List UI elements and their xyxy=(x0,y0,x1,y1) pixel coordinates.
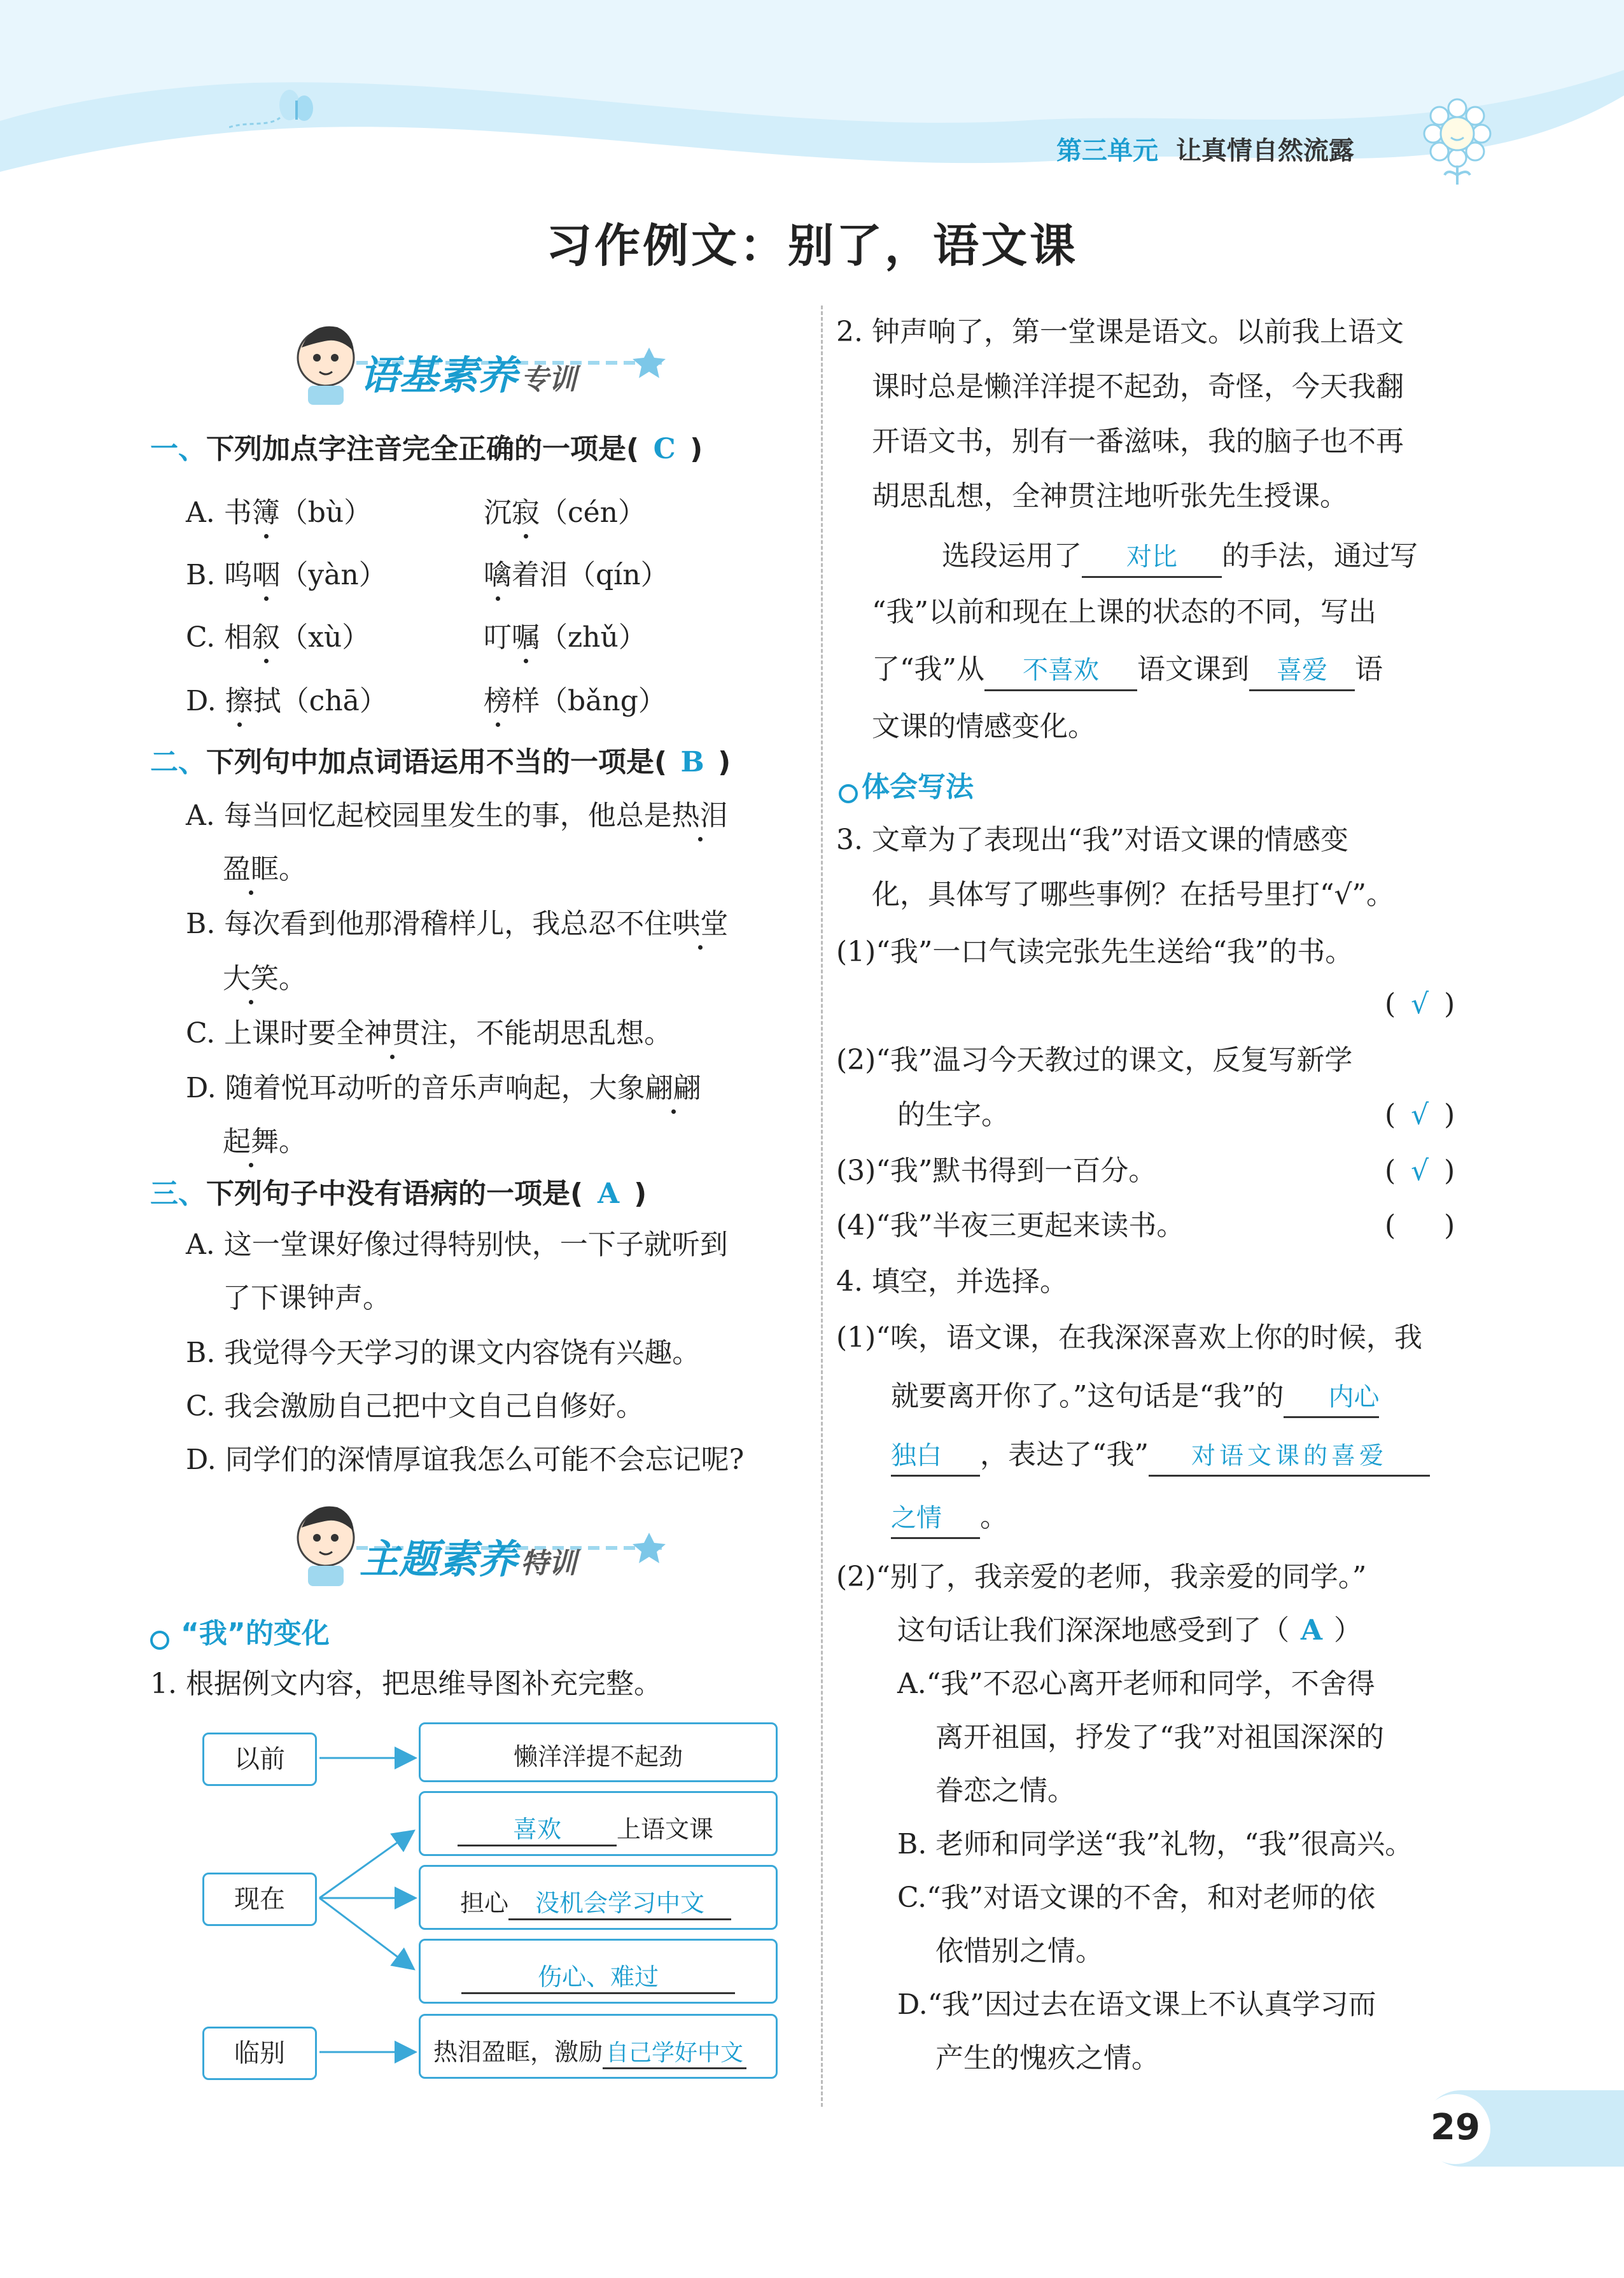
section-banner-theme xyxy=(286,1500,668,1589)
q4r-p1d: 。 xyxy=(980,1501,1008,1533)
topic-2-bullet-icon xyxy=(839,784,858,803)
question-1-text: 下列加点字注音完全正确的一项是( xyxy=(206,433,640,465)
q4r-option-b: B. 老师和同学送“我”礼物，“我”很高兴。 xyxy=(897,1828,1413,1860)
q1-c-post: （xù） xyxy=(280,621,370,654)
q1-a2-dot: 寂 xyxy=(512,494,540,532)
q2r-s3c: 语 xyxy=(1355,653,1383,686)
q4r-option-a-line3: 眷恋之情。 xyxy=(935,1775,1075,1807)
q1-d2-post: 样（bǎng） xyxy=(512,685,666,717)
sunflower-icon xyxy=(1419,95,1495,187)
banner-theme-sub: 特训 xyxy=(521,1547,577,1580)
question-3-answer: A xyxy=(598,1178,620,1210)
q3r-line2: 化，具体写了哪些事例？在括号里打“√”。 xyxy=(872,878,1395,911)
mindmap-before-box xyxy=(419,1722,778,1782)
q2r-line4: 胡思乱想，全神贯注地听张先生授课。 xyxy=(872,480,1348,512)
q1-c2-pre: 叮 xyxy=(484,621,512,654)
question-2 xyxy=(150,743,731,782)
q1-d2-dot: 榜 xyxy=(484,682,512,721)
mindmap-now2-prefix: 担心 xyxy=(460,1889,509,1917)
q2-b-dotted: 哄堂 xyxy=(672,905,728,943)
q2-b-text: B. 每次看到他那滑稽样儿，我总忍不住 xyxy=(186,908,673,940)
q4r-option-d-line2: 产生的愧疚之情。 xyxy=(935,2042,1159,2074)
q4r-p2-answer: A xyxy=(1300,1614,1323,1647)
q2-a-dotted2: 盈眶 xyxy=(223,850,279,889)
mindmap-now2-box xyxy=(419,1865,778,1930)
question-1 xyxy=(150,430,703,468)
topic-2 xyxy=(839,764,974,805)
q1-a2-pre: 沉 xyxy=(484,496,512,529)
q4r-option-a: A.“我”不忍心离开老师和同学，不舍得 xyxy=(897,1668,1375,1700)
mindmap-now2-answer: 没机会学习中文 xyxy=(508,1883,731,1920)
question-2-text: 下列句中加点词语运用不当的一项是( xyxy=(206,746,668,778)
mindmap-now1-answer: 喜欢 xyxy=(458,1810,617,1846)
q4r-p2-close: ） xyxy=(1334,1614,1362,1647)
q1-b2-dot: 噙 xyxy=(484,556,512,594)
q3r-line1: 3. 文章为了表现出“我”对语文课的情感变 xyxy=(836,824,1348,856)
q2-option-c xyxy=(186,1015,672,1053)
q3-option-b: B. 我觉得今天学习的课文内容饶有兴趣。 xyxy=(186,1337,701,1369)
q4r-p1-line1: (1)“唉，语文课，在我深深喜欢上你的时候，我 xyxy=(836,1321,1422,1354)
q1-option-a xyxy=(186,494,372,532)
banner-theme-main: 主题素养 xyxy=(360,1536,518,1582)
banner-basic-main: 语基素养 xyxy=(360,352,518,398)
q3r-item-2-mark: √ xyxy=(1411,1099,1429,1131)
q1-c-pre: C. 相 xyxy=(186,621,253,654)
q2-option-d-line2 xyxy=(223,1123,307,1161)
mindmap-arrows xyxy=(312,1719,426,2075)
q1-d-dot: 擦 xyxy=(225,682,253,721)
q4r-p1-line4 xyxy=(891,1498,1008,1539)
q2r-line3: 开语文书，别有一番滋味，我的脑子也不再 xyxy=(872,425,1404,458)
q2r-line1: 2. 钟声响了，第一堂课是语文。以前我上语文 xyxy=(836,316,1404,348)
q3r-item-2-bracket: ( √ ) xyxy=(1385,1096,1455,1134)
mindmap-now1-box xyxy=(419,1791,778,1856)
q2r-s3a: 了“我”从 xyxy=(872,653,984,686)
question-1-num: 一、 xyxy=(150,433,206,465)
q4r-answer2-part1: 对语文课的喜爱 xyxy=(1149,1437,1430,1477)
q2-c-dotted: 全神贯注 xyxy=(336,1015,448,1053)
mindmap-before-text: 懒洋洋提不起劲 xyxy=(513,1743,683,1771)
q1-option-b xyxy=(186,556,387,594)
page-number: 29 xyxy=(1431,2107,1480,2148)
q2-c-end: ，不能胡思乱想。 xyxy=(448,1017,673,1050)
q2-a-end: 。 xyxy=(279,853,307,885)
topic-2-label: 体会写法 xyxy=(862,771,974,803)
q2-b-dotted2: 大笑 xyxy=(223,960,279,998)
q2r-summary-3 xyxy=(872,650,1383,691)
q4r-p1-line2 xyxy=(891,1377,1379,1418)
q3r-item-4: (4)“我”半夜三更起来读书。 xyxy=(836,1209,1185,1242)
q1-a-dot: 簿 xyxy=(252,494,280,532)
q2r-s1-answer: 对比 xyxy=(1082,538,1222,578)
unit-label xyxy=(1056,130,1354,167)
mindmap-now1-suffix: 上语文课 xyxy=(617,1815,714,1843)
q1-option-d xyxy=(186,682,388,721)
unit-number: 第三单元 xyxy=(1056,136,1158,165)
q2r-s3b: 语文课到 xyxy=(1137,653,1249,686)
q2r-summary-4: 文课的情感变化。 xyxy=(872,710,1096,743)
question-3 xyxy=(150,1175,647,1213)
column-divider xyxy=(821,306,823,2107)
banner-basic-sub: 专训 xyxy=(521,363,577,396)
unit-title: 让真情自然流露 xyxy=(1175,136,1354,165)
q1-c2-dot: 嘱 xyxy=(512,619,540,657)
topic-bullet-icon xyxy=(150,1631,169,1650)
mindmap-leave-box xyxy=(419,2014,778,2079)
q4r-option-c: C.“我”对语文课的不舍，和对老师的依 xyxy=(897,1881,1376,1914)
q4r-p1b: 就要离开你了。”这句话是“我”的 xyxy=(891,1380,1284,1412)
q4r-answer1-part2: 独白 xyxy=(891,1437,980,1477)
section-banner-basic xyxy=(286,318,668,407)
mindmap-now3-box xyxy=(419,1939,778,2004)
q1-a-post: （bù） xyxy=(279,496,372,529)
q4r-p1c: ，表达了“我” xyxy=(980,1438,1149,1471)
q3-option-a: A. 这一堂课好像过得特别快，一下子就听到 xyxy=(186,1228,728,1261)
q3r-item-4-bracket: ( ) xyxy=(1385,1209,1455,1242)
question-2-num: 二、 xyxy=(150,746,206,778)
q3r-item-3-bracket: ( √ ) xyxy=(1385,1152,1455,1190)
q3-option-a-line2: 了下课钟声。 xyxy=(223,1282,391,1314)
q2-d-text: D. 随着悦耳动听的音乐声响起，大象 xyxy=(186,1072,645,1104)
q4r-answer2-part2: 之情 xyxy=(891,1499,980,1539)
q2-option-d xyxy=(186,1069,701,1107)
q1-a-pre: A. 书 xyxy=(186,496,252,529)
topic-1 xyxy=(150,1610,330,1651)
q1-b-post: （yàn） xyxy=(280,559,387,591)
q1-b2-post: 着泪（qín） xyxy=(512,559,669,591)
q2r-s3-answer2: 喜爱 xyxy=(1249,651,1355,691)
mindmap-before-label: 以前 xyxy=(202,1733,317,1786)
q1-c-dot: 叙 xyxy=(252,619,280,657)
q1-option-d2 xyxy=(484,682,666,721)
q3r-item-2-line2: 的生字。 xyxy=(897,1099,1009,1131)
q4r-option-d: D.“我”因过去在语文课上不认真学习而 xyxy=(897,1988,1376,2021)
question-3-text: 下列句子中没有语病的一项是( xyxy=(206,1178,584,1210)
q4r-p2-line2 xyxy=(897,1612,1362,1650)
q1-d-post: 拭（chā） xyxy=(253,685,388,717)
q1-option-c2 xyxy=(484,619,647,657)
q1-a2-post: （cén） xyxy=(540,496,647,529)
q2r-summary-1 xyxy=(942,537,1418,578)
q2-option-b-line2 xyxy=(223,960,307,998)
q2-d-dotted2: 起舞 xyxy=(223,1123,279,1161)
mindmap-question: 1. 根据例文内容，把思维导图补充完整。 xyxy=(150,1668,662,1700)
q2-b-end: 。 xyxy=(279,962,307,995)
page-title: 习作例文：别了，语文课 xyxy=(545,218,1078,272)
mindmap-now-label: 现在 xyxy=(202,1873,317,1926)
mindmap-leave-label: 临别 xyxy=(202,2027,317,2080)
question-1-close: ) xyxy=(690,433,703,465)
q2-option-a xyxy=(186,797,728,835)
q4r-option-c-line2: 依惜别之情。 xyxy=(935,1935,1103,1967)
question-3-num: 三、 xyxy=(150,1178,206,1210)
q2-d-dotted: 翩翩 xyxy=(645,1069,701,1107)
mindmap-leave-prefix: 热泪盈眶，激励 xyxy=(433,2038,603,2066)
q2r-s1b: 的手法，通过写 xyxy=(1222,540,1418,572)
q1-b-pre: B. 呜 xyxy=(186,559,253,591)
q2-a-dotted: 热泪 xyxy=(672,797,728,835)
mindmap-leave-answer: 自己学好中文 xyxy=(603,2035,746,2069)
question-2-answer: B xyxy=(680,746,704,778)
q2r-s1a: 选段运用了 xyxy=(942,540,1082,572)
q2r-line2: 课时总是懒洋洋提不起劲，奇怪，今天我翻 xyxy=(872,370,1404,403)
q3r-item-1-bracket: ( √ ) xyxy=(1385,985,1455,1023)
q1-option-c xyxy=(186,619,370,657)
q1-option-a2 xyxy=(484,494,646,532)
mindmap-now3-answer: 伤心、难过 xyxy=(461,1957,735,1994)
q3-option-d: D. 同学们的深情厚谊我怎么可能不会忘记呢? xyxy=(186,1444,745,1476)
q3r-item-1-mark: √ xyxy=(1411,988,1429,1020)
question-2-close: ) xyxy=(718,746,731,778)
q4r-p2b: 这句话让我们深深地感受到了（ xyxy=(897,1614,1289,1647)
q3-option-c: C. 我会激励自己把中文自己自修好。 xyxy=(186,1390,645,1423)
q4r-answer1-part1: 内心 xyxy=(1284,1378,1379,1418)
q2-d-end: 。 xyxy=(279,1125,307,1158)
q4r-p2-line1: (2)“别了，我亲爱的老师，我亲爱的同学。” xyxy=(836,1561,1367,1593)
question-1-answer: C xyxy=(653,433,676,465)
q2-a-text: A. 每当回忆起校园里发生的事，他总是 xyxy=(186,799,672,832)
q2-c-text: C. 上课时要 xyxy=(186,1017,337,1050)
q3r-item-2: (2)“我”温习今天教过的课文，反复写新学 xyxy=(836,1044,1353,1076)
q2-option-b xyxy=(186,905,728,943)
q4r-option-a-line2: 离开祖国，抒发了“我”对祖国深深的 xyxy=(935,1721,1384,1754)
q1-b-dot: 咽 xyxy=(252,556,280,594)
q2-option-a-line2 xyxy=(223,850,307,889)
q2r-s3-answer1: 不喜欢 xyxy=(984,651,1137,691)
question-3-close: ) xyxy=(634,1178,647,1210)
q3r-item-3: (3)“我”默书得到一百分。 xyxy=(836,1155,1157,1187)
topic-1-label: “我”的变化 xyxy=(181,1617,330,1650)
q2r-summary-2: “我”以前和现在上课的状态的不同，写出 xyxy=(872,596,1376,628)
butterfly-icon xyxy=(229,83,318,136)
q4r-title: 4. 填空，并选择。 xyxy=(836,1265,1068,1298)
q3r-item-1: (1)“我”一口气读完张先生送给“我”的书。 xyxy=(836,936,1354,968)
q1-c2-post: （zhǔ） xyxy=(540,621,647,654)
q1-option-b2 xyxy=(484,556,669,594)
q3r-item-3-mark: √ xyxy=(1411,1155,1429,1187)
q4r-p1-line3 xyxy=(891,1436,1430,1477)
q1-d-pre: D. xyxy=(186,685,225,717)
